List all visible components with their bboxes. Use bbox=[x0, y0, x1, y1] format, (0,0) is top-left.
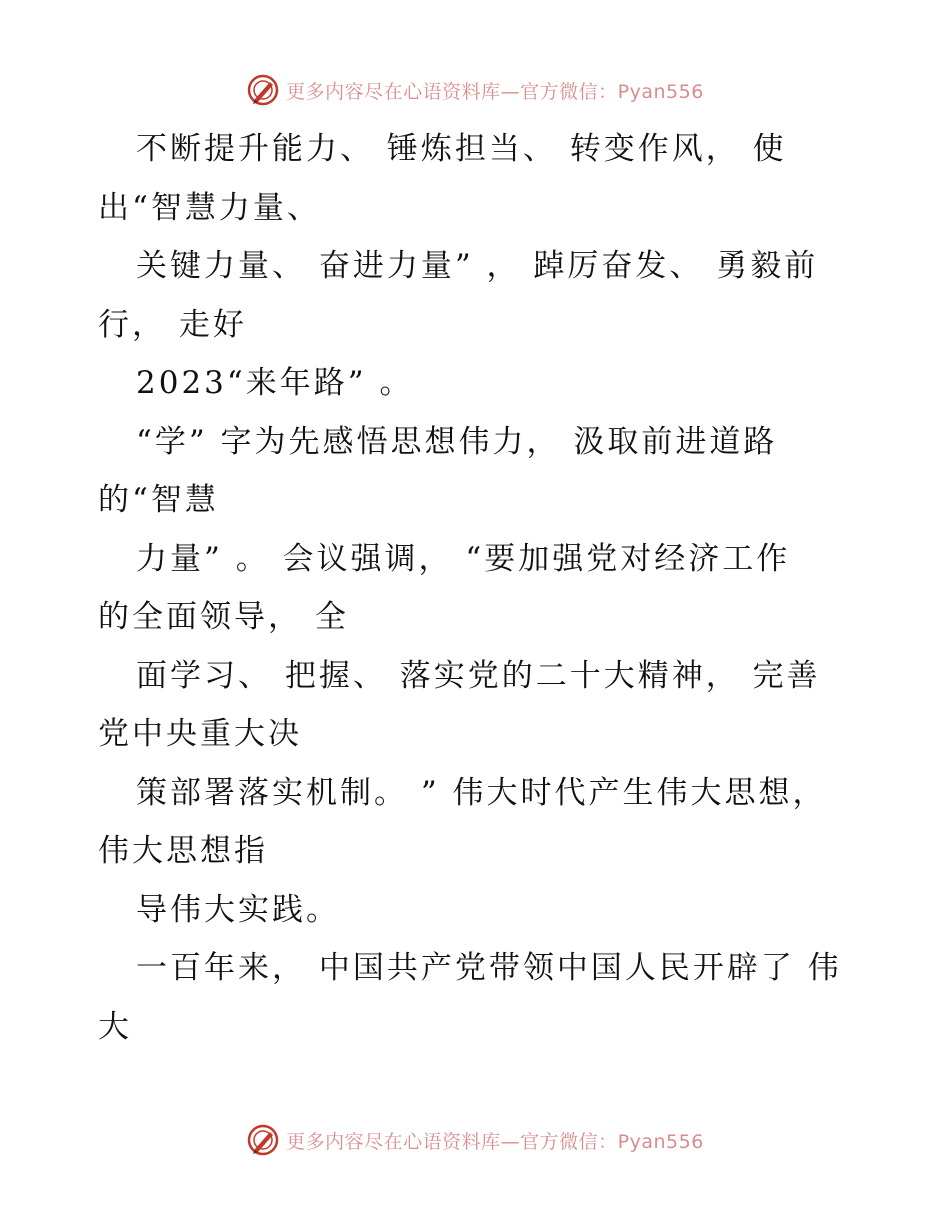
text-line: 出“智慧力量、 bbox=[98, 189, 321, 226]
document-body bbox=[98, 120, 878, 1056]
text-line: 伟大思想指 bbox=[98, 833, 268, 869]
text-line: 2023“来年路” 。 bbox=[136, 365, 414, 401]
header-banner-inner bbox=[246, 73, 704, 107]
text-line: 党中央重大决 bbox=[98, 716, 302, 752]
text-line: “学” 字为先感悟思想伟力， 汲取前进道路 bbox=[136, 423, 778, 460]
text-line: 力量” 。 会议强调， “要加强党对经济工作 bbox=[136, 540, 791, 577]
text-line: 一百年来， 中国共产党带领中国人民开辟了 伟 bbox=[136, 950, 842, 986]
text-line: 的全面领导， 全 bbox=[98, 599, 349, 635]
logo-pen-icon bbox=[246, 73, 280, 107]
logo-pen-icon bbox=[246, 1123, 280, 1157]
text-line: 导伟大实践。 bbox=[136, 891, 340, 928]
text-line: 不断提升能力、 锤炼担当、 转变作风， 使 bbox=[136, 131, 787, 167]
text-line: 的“智慧 bbox=[98, 482, 219, 518]
footer-banner-inner bbox=[246, 1123, 704, 1157]
footer-banner-text: 更多内容尽在心语资料库—官方微信：Pyan556 bbox=[286, 1130, 704, 1153]
text-line: 面学习、 把握、 落实党的二十大精神， 完善 bbox=[136, 657, 821, 694]
header-banner bbox=[0, 70, 950, 110]
text-line: 策部署落实机制。 ” 伟大时代产生伟大思想， bbox=[136, 774, 827, 811]
text-line: 行， 走好 bbox=[98, 306, 247, 343]
text-line: 关键力量、 奋进力量” ， 踔厉奋发、 勇毅前 bbox=[136, 248, 819, 284]
footer-banner bbox=[0, 1120, 950, 1160]
text-line: 大 bbox=[98, 1008, 132, 1045]
header-banner-text: 更多内容尽在心语资料库—官方微信：Pyan556 bbox=[286, 80, 704, 103]
